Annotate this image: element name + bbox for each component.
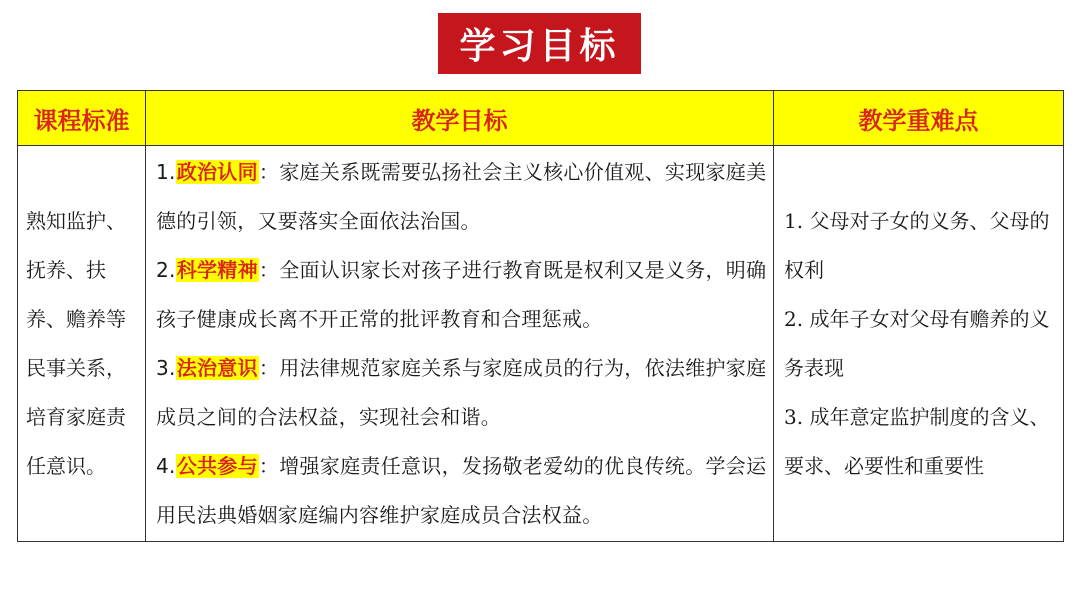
goal-keyword: 科学精神 xyxy=(176,257,258,282)
goal-item-public xyxy=(156,442,767,540)
page-title: 学习目标 xyxy=(438,13,641,74)
goal-number: 1. xyxy=(156,159,176,184)
goal-keyword: 政治认同 xyxy=(176,159,258,184)
goal-keyword: 法治意识 xyxy=(176,355,258,380)
key-point-item: 2. 成年子女对父母有赡养的义务表现 xyxy=(784,306,1050,380)
goal-text: ：增强家庭责任意识，发扬敬老爱幼的优良传统。学会运用民法典婚姻家庭编内容维护家庭成员合法权益。 xyxy=(156,453,767,527)
key-points-cell xyxy=(774,146,1064,542)
header-course-standard: 课程标准 xyxy=(18,91,146,146)
goal-item-law xyxy=(156,344,767,442)
teaching-goals-cell xyxy=(146,146,774,542)
course-standard-cell xyxy=(18,146,146,542)
table-header-row xyxy=(18,91,1064,146)
goal-number: 4. xyxy=(156,453,176,478)
goal-number: 3. xyxy=(156,355,176,380)
goal-item-political xyxy=(156,148,767,246)
goal-item-science xyxy=(156,246,767,344)
goal-text: ：全面认识家长对孩子进行教育既是权利又是义务，明确孩子健康成长离不开正常的批评教育和合理惩戒。 xyxy=(156,257,767,331)
header-key-difficult-points: 教学重难点 xyxy=(774,91,1064,146)
table-row xyxy=(18,146,1064,542)
key-point-item: 3. 成年意定监护制度的含义、要求、必要性和重要性 xyxy=(784,404,1050,478)
goal-number: 2. xyxy=(156,257,176,282)
goal-keyword: 公共参与 xyxy=(176,453,258,478)
learning-goals-table xyxy=(17,90,1064,542)
header-teaching-goals: 教学目标 xyxy=(146,91,774,146)
course-standard-text: 熟知监护、抚养、扶养、赡养等民事关系，培育家庭责任意识。 xyxy=(26,208,126,478)
goal-text: ：用法律规范家庭关系与家庭成员的行为，依法维护家庭成员之间的合法权益，实现社会和谐。 xyxy=(156,355,767,429)
key-point-item: 1. 父母对子女的义务、父母的权利 xyxy=(784,208,1050,282)
goal-text: ：家庭关系既需要弘扬社会主义核心价值观、实现家庭美德的引领，又要落实全面依法治国。 xyxy=(156,159,767,233)
